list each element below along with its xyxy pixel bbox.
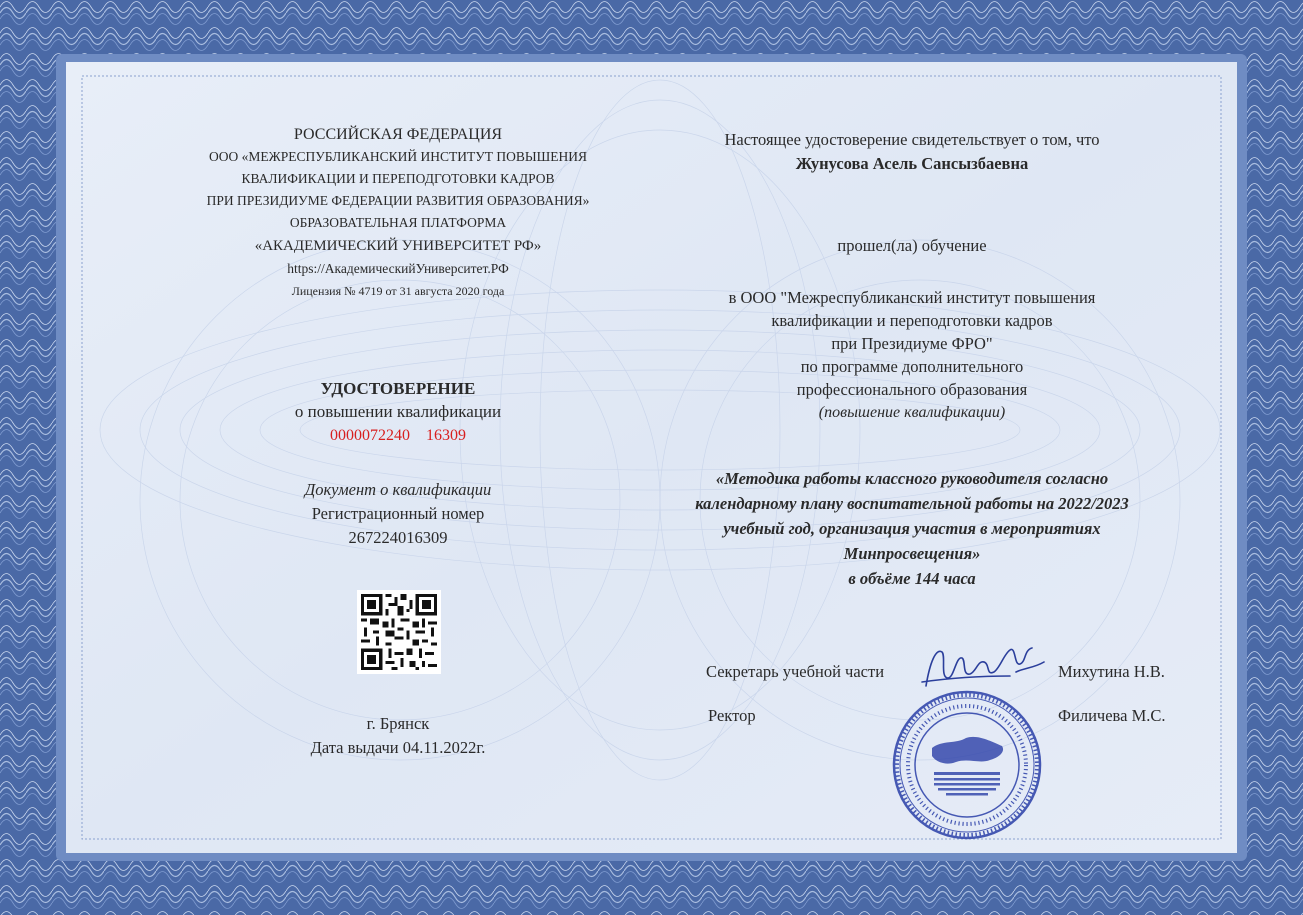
completion-block xyxy=(837,234,986,258)
certificate-series: 0000072240 xyxy=(330,427,410,444)
institution-line: в ООО "Межреспубликанский институт повышения xyxy=(728,288,1096,307)
issue-date: Дата выдачи 04.11.2022г. xyxy=(310,738,486,757)
certificate-title: УДОСТОВЕРЕНИЕ xyxy=(320,379,476,398)
institution-block xyxy=(729,286,1096,424)
secretary-name: Михутина Н.В. xyxy=(1058,662,1165,681)
platform-name: «АКАДЕМИЧЕСКИЙ УНИВЕРСИТЕТ РФ» xyxy=(254,238,542,254)
stamp-icon xyxy=(890,688,1044,842)
institution-line: при Президиуме ФРО" xyxy=(831,334,993,353)
course-hours: в объёме 144 часа xyxy=(848,569,976,588)
issue-city: г. Брянск xyxy=(366,714,430,733)
license: Лицензия № 4719 от 31 августа 2020 года xyxy=(291,284,505,298)
issuer-org-line: ПРИ ПРЕЗИДИУМЕ ФЕДЕРАЦИИ РАЗВИТИЯ ОБРАЗОВАНИЯ» xyxy=(206,193,590,208)
signature-icon xyxy=(920,642,1048,690)
issuer-org-line: КВАЛИФИКАЦИИ И ПЕРЕПОДГОТОВКИ КАДРОВ xyxy=(241,171,555,186)
institution-line: квалификации и переподготовки кадров xyxy=(771,311,1053,330)
issuer-country: РОССИЙСКАЯ ФЕДЕРАЦИЯ xyxy=(293,126,503,143)
platform-label: ОБРАЗОВАТЕЛЬНАЯ ПЛАТФОРМА xyxy=(289,215,507,230)
doc-type: Документ о квалификации xyxy=(304,480,492,499)
institution-line: по программе дополнительного xyxy=(800,357,1024,376)
qr-code-icon xyxy=(357,590,441,674)
certificate-subtitle: о повышении квалификации xyxy=(294,402,502,421)
course-line: Минпросвещения» xyxy=(843,544,981,563)
issuer-org-line: ООО «МЕЖРЕСПУБЛИКАНСКИЙ ИНСТИТУТ ПОВЫШЕНИЯ xyxy=(208,149,588,164)
recipient-block xyxy=(724,128,1099,176)
website: https://АкадемическийУниверситет.РФ xyxy=(287,261,509,276)
certificate-id-block xyxy=(295,378,501,448)
certificate-number xyxy=(295,424,501,448)
completed-text: прошел(ла) обучение xyxy=(837,236,987,255)
registration-block xyxy=(305,478,492,550)
rector-role: Ректор xyxy=(708,706,756,725)
issue-block xyxy=(311,712,486,760)
course-line: календарному плану воспитательной работы на 2022/2023 xyxy=(695,494,1129,513)
certificate-serial: 16309 xyxy=(426,427,466,444)
program-kind: (повышение квалификации) xyxy=(818,404,1006,421)
rector-name: Филичева М.С. xyxy=(1058,706,1166,725)
secretary-role: Секретарь учебной части xyxy=(706,662,885,681)
institution-line: профессионального образования xyxy=(796,380,1028,399)
reg-label: Регистрационный номер xyxy=(311,504,485,523)
course-line: «Методика работы классного руководителя согласно xyxy=(715,469,1109,488)
recipient-name: Жунусова Асель Сансызбаевна xyxy=(795,154,1029,173)
reg-number: 267224016309 xyxy=(348,528,448,547)
course-line: учебный год, организация участия в мероприятиях xyxy=(723,519,1101,538)
course-block xyxy=(695,466,1129,591)
issuer-block xyxy=(207,124,590,302)
intro-text: Настоящее удостоверение свидетельствует о том, что xyxy=(724,130,1100,149)
